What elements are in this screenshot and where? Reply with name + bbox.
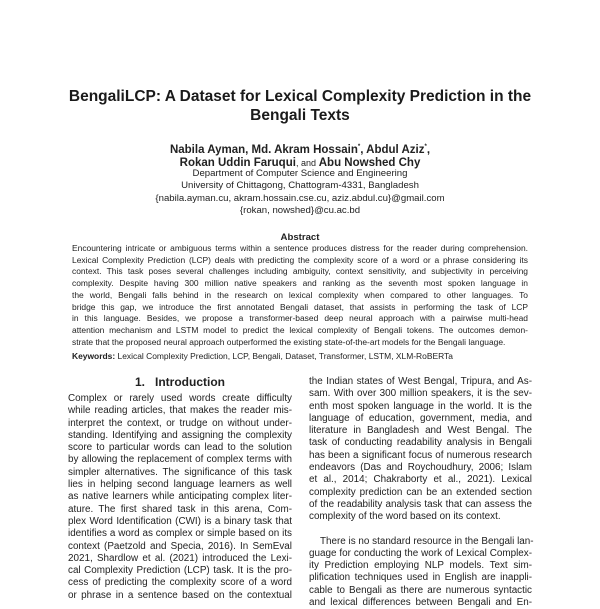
corresponding-mark: * xyxy=(357,144,361,150)
author-conjunction: , and xyxy=(295,158,316,169)
text-line: identifies a word as complex or simple based on its xyxy=(68,528,292,540)
text-line: strate that the proposed neural approach outperformed the existing state-of-the-art models for the Bengali language. xyxy=(72,336,506,347)
abstract-heading: Abstract xyxy=(280,232,320,243)
text-line: There is no standard resource in the Bengali lan- xyxy=(320,535,534,547)
text-line: 2021, Shardlow et al. (2021) introduced the Lexi- xyxy=(68,552,292,564)
section-heading: 1. Introduction xyxy=(135,375,225,389)
text-line: standing. Identifying and assigning the complexity xyxy=(68,429,292,441)
text-line: et al., 2014; Chakraborty et al., 2021). Lexical xyxy=(309,474,532,486)
text-line: while reading articles, that makes the reader mis- xyxy=(68,405,292,417)
affiliation-line: University of Chittagong, Chattogram-4331, Bangladesh xyxy=(181,180,419,192)
text-line: attention mechanism and LSTM model to predict the lexical complexity of Bengali tokens. The outcomes demon- xyxy=(72,324,528,335)
text-line: ature. The first shared task in this arena, Com- xyxy=(68,503,292,515)
email-line: {nabila.ayman.cu, akram.hossain.cse.cu, aziz.abdul.cu}@gmail.com xyxy=(155,192,445,204)
text-line: sam. With over 300 million speakers, it is the sev- xyxy=(309,388,532,400)
text-line: endeavors (Das and Roychoudhury, 2006; Islam xyxy=(309,462,532,474)
text-line: cal Complexity Prediction (LCP) task. It is the pro- xyxy=(68,565,292,577)
keywords-label: Keywords: xyxy=(72,351,116,361)
left-column xyxy=(68,393,292,602)
text-line: or phrase in a sentence based on the contextual xyxy=(68,589,292,601)
text-line: guage for conducting the work of Lexical Complex- xyxy=(309,547,532,559)
text-line: as native learners while anticipating complex liter- xyxy=(68,491,292,503)
author-name: Abu Nowshed Chy xyxy=(318,157,421,170)
text-line: in this language. Besides, we propose a transformer-based deep neural approach with a pairwise multi-head xyxy=(72,313,528,324)
text-line: enth most spoken language in the world. It is the xyxy=(309,400,532,412)
paragraph xyxy=(309,376,532,524)
text-line: ity Prediction employing NLP models. Text sim- xyxy=(309,560,532,572)
text-line: the Indian states of West Bengal, Tripura, and As- xyxy=(309,376,532,387)
right-column xyxy=(309,376,532,609)
text-line: Lexical Complexity Prediction (LCP) deals with predicting the complexity score of a word or a phrase considering its xyxy=(72,254,528,265)
affiliation-line: Department of Computer Science and Engineering xyxy=(192,168,408,179)
text-line: complexity. Despite having 300 million native speakers and ranking as the seventh most spoken language in xyxy=(72,278,528,289)
text-line: complexity of the word based on its context. xyxy=(309,511,501,523)
title-line: Bengali Texts xyxy=(250,106,350,124)
text-line: bridge this gap, we introduce the first annotated Bengali dataset, that assists in performing the task of LCP xyxy=(72,301,528,312)
keywords-text: Lexical Complexity Prediction, LCP, Bengali, Dataset, Transformer, LSTM, XLM-RoBERTa xyxy=(117,351,453,361)
text-line: cable to Bengali as there are numerous syntactic xyxy=(309,584,532,596)
paper-title xyxy=(60,88,540,125)
text-line: Complex or rarely used words create difficulty xyxy=(68,393,292,404)
affiliation xyxy=(60,168,540,217)
text-line: task of conducting readability analysis in Bengali xyxy=(309,437,532,449)
text-line: interpret the context, or trudge on without under- xyxy=(68,417,292,429)
separator: , xyxy=(426,143,431,156)
text-line: score to particular words can lead to the solution xyxy=(68,442,292,454)
text-line: language of education, government, media, and xyxy=(309,412,532,424)
author-list xyxy=(60,141,540,171)
title-line: BengaliLCP: A Dataset for Lexical Complexity Prediction in the xyxy=(68,88,532,105)
paragraph xyxy=(309,536,532,609)
text-line: cess of predicting the complexity score of a word xyxy=(68,577,292,589)
text-line: literature in Bangladesh and West Bengal. The xyxy=(309,425,532,437)
text-line: plex Word Identification (CWI) is a binary task that xyxy=(68,515,292,527)
author-names: Nabila Ayman, Md. Akram Hossain xyxy=(169,143,358,156)
keywords xyxy=(72,351,453,361)
abstract-body xyxy=(72,243,528,348)
author-name: Rokan Uddin Faruqui xyxy=(179,157,296,170)
text-line: has been a significant focus of numerous research xyxy=(309,449,532,461)
text-line: by allowing the replacement of complex terms with xyxy=(68,454,292,466)
text-line: Encountering intricate or ambiguous terms within a sentence produces distress for the reader during comprehension. xyxy=(72,243,528,253)
text-line: context (Paetzold and Specia, 2016). In SemEval xyxy=(68,540,292,552)
text-line: of the readability analysis task that can assess the xyxy=(309,498,532,510)
text-line: the world, Bengali falls behind in the research on lexical complexity when compared to other languages. To xyxy=(72,289,528,300)
text-line: context. This task poses several challenges including ambiguity, context sensitivity, and subjectivity in perceiving xyxy=(72,266,528,277)
corresponding-mark: * xyxy=(424,144,427,150)
text-line: lies in helping second language learners as well xyxy=(68,479,292,491)
author-name: , Abdul Aziz xyxy=(360,143,425,156)
text-line: simpler alternatives. The significance of this task xyxy=(68,466,292,478)
email-line: {rokan, nowshed}@cu.ac.bd xyxy=(239,204,361,216)
text-line: plification techniques used in English are inappli- xyxy=(309,572,532,584)
text-line: complexity prediction can be an extended section xyxy=(309,486,532,498)
text-line: and lexical differences between Bengali and En- xyxy=(309,597,532,609)
